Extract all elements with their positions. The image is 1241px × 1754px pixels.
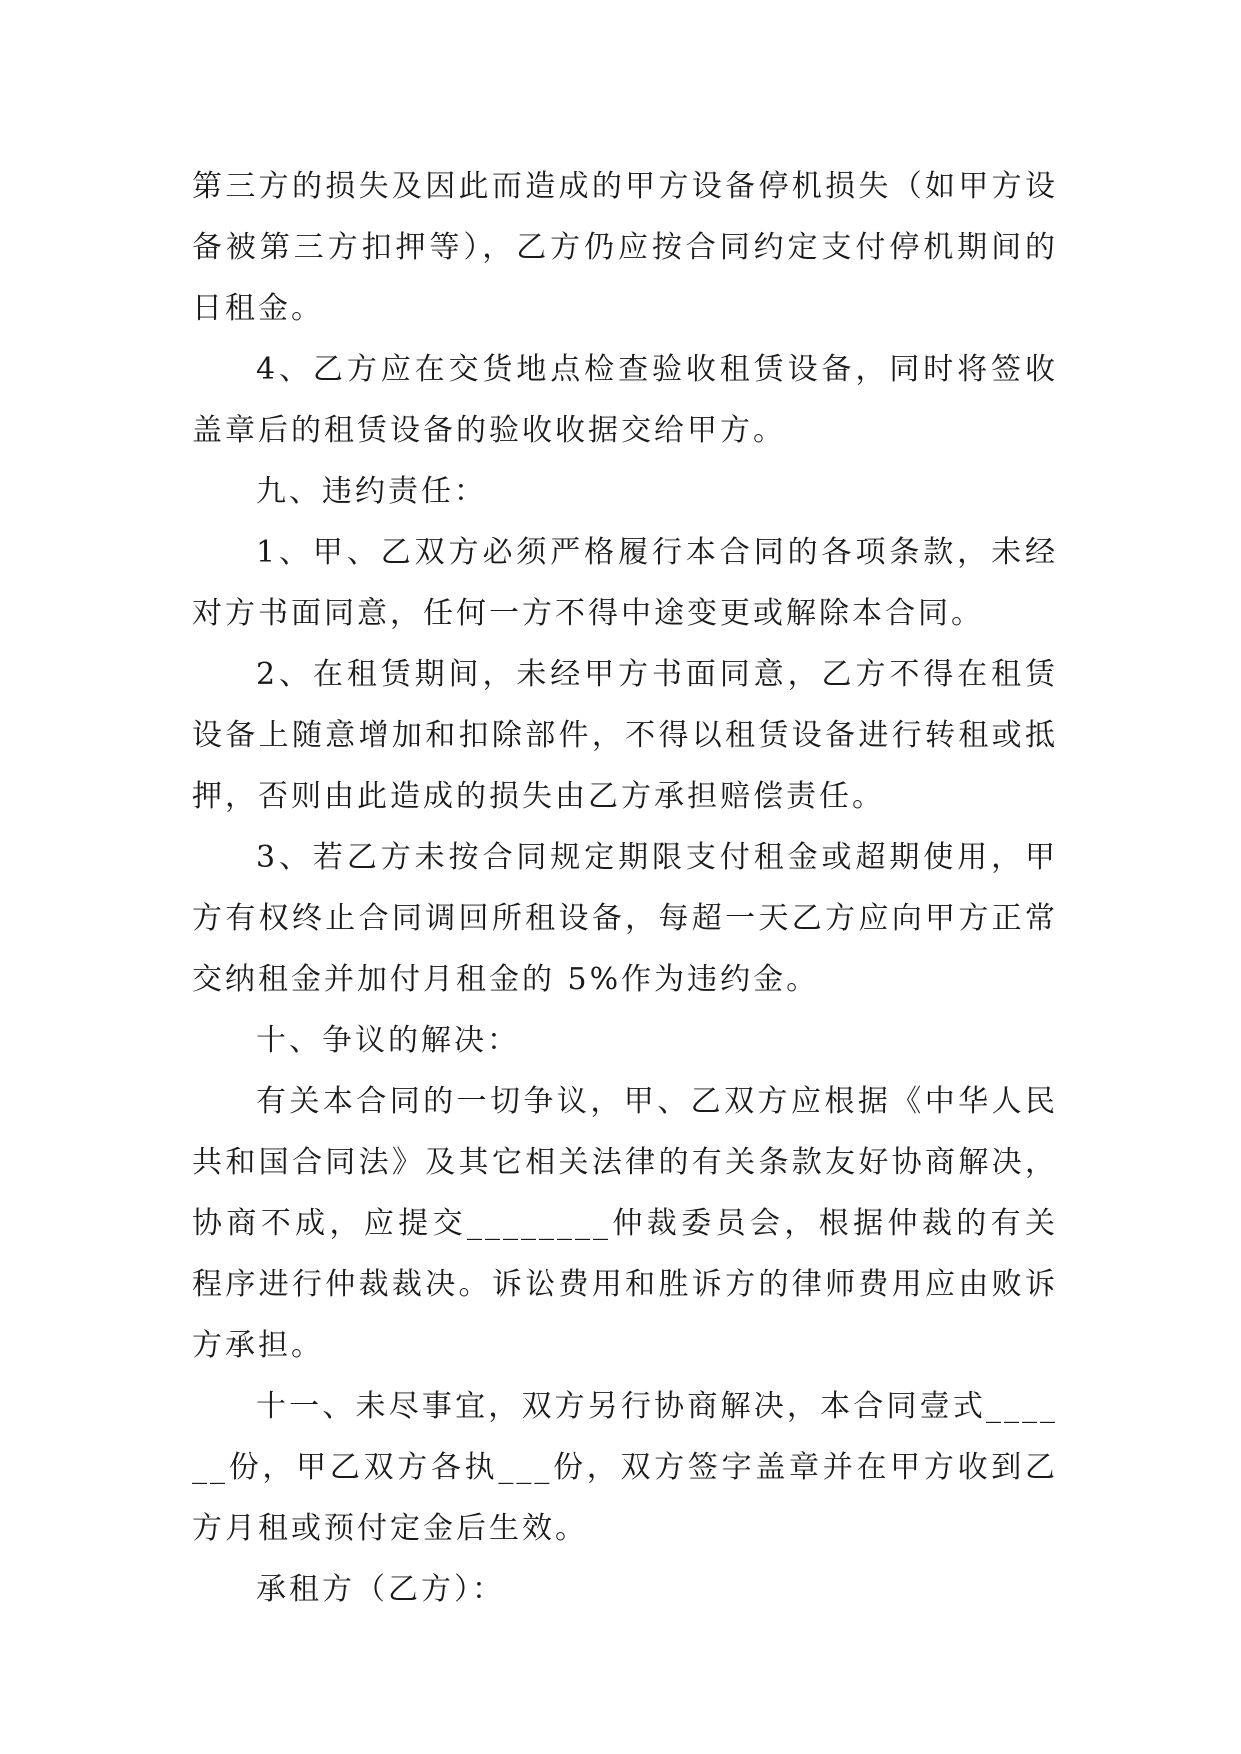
section-heading-breach: 九、违约责任：	[256, 474, 487, 509]
paragraph-dispute-resolution: 有关本合同的一切争议，甲、乙双方应根据《中华人民共和国合同法》及其它相关法律的有关条款友好协商解决，协商不成，应提交________仲裁委员会，根据仲裁的有关程序进行仲裁裁决。诉讼费用和胜诉方的律师费用应由败诉方承担。	[192, 1084, 1058, 1363]
paragraph-clause-8-4: 4、乙方应在交货地点检查验收租赁设备，同时将签收盖章后的租赁设备的验收收据交给甲方。	[192, 352, 1058, 448]
paragraph-continuation: 第三方的损失及因此而造成的甲方设备停机损失（如甲方设备被第三方扣押等），乙方仍应按合同约定支付停机期间的日租金。	[192, 169, 1058, 326]
paragraph-clause-9-3: 3、若乙方未按合同规定期限支付租金或超期使用，甲方有权终止合同调回所租设备，每超一天乙方应向甲方正常交纳租金并加付月租金的 5%作为违约金。	[192, 840, 1058, 997]
signature-lessee-label: 承租方（乙方）：	[256, 1572, 505, 1607]
paragraph-clause-9-1: 1、甲、乙双方必须严格履行本合同的各项条款，未经对方书面同意，任何一方不得中途变更或解除本合同。	[192, 535, 1058, 631]
paragraph-clause-11: 十一、未尽事宜，双方另行协商解决，本合同壹式______份，甲乙双方各执___份，双方签字盖章并在甲方收到乙方月租或预付定金后生效。	[192, 1389, 1058, 1546]
document-body	[192, 156, 1058, 1620]
paragraph-clause-9-2: 2、在租赁期间，未经甲方书面同意，乙方不得在租赁设备上随意增加和扣除部件，不得以租赁设备进行转租或抵押，否则由此造成的损失由乙方承担赔偿责任。	[192, 657, 1058, 814]
section-heading-dispute: 十、争议的解决：	[256, 1023, 520, 1058]
